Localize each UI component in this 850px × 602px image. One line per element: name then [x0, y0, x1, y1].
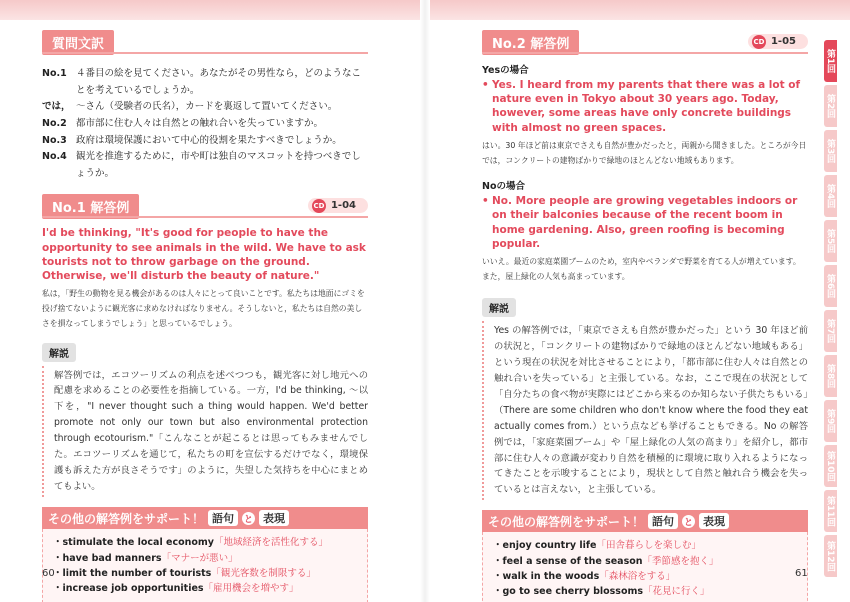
- support-item-en: ・enjoy country life: [493, 540, 597, 552]
- kaisetsu-label: 解説: [42, 343, 76, 362]
- support-item-en: ・have bad manners: [53, 552, 162, 564]
- kaisetsu-text: Yes の解答例では，「東京でさえも自然が豊かだった」という 30 年ほど前の状況と，「コンクリートの建物ばかりで緑地のほとんどない地域もある」という現在の状況を対比させることにより，「都市部に住む人々は自然との触れ合いを失っている」と主張している。なお，ここで現在の状況として「自分たちの食べ物が実際にはどこから来るのか知らない子供たちもいる」（There are some children who don't know where the food they eat actually comes from.）という点なども挙げることもできる。No の解答例では，「家庭菜園ブーム」や「屋上緑化の人気の高まり」を紹介し，都市部に住む人々の意識が変わり自然を積極的に環境に取り入れるようになってきたことを示唆することにより，現状として自然と触れ合う機会を失っているとは言えない，と主張している。: [482, 321, 808, 501]
- book-gutter: [420, 0, 430, 602]
- support-item: [493, 538, 797, 553]
- cd-track-label: 1-05: [770, 36, 796, 47]
- kaisetsu-section: [482, 297, 808, 501]
- bullet-icon: •: [482, 195, 489, 208]
- questions-heading: 質問文訳: [42, 30, 114, 55]
- question-item: [42, 149, 368, 182]
- support-item-ja: 「地域経済を活性化する」: [214, 537, 329, 549]
- right-page: [482, 30, 808, 602]
- no-answer-japanese: いいえ。最近の家庭菜園ブームのため，室内やベランダで野菜を育てる人が増えています。また，屋上緑化の人気も高まっています。: [482, 257, 801, 281]
- yes-answer: [482, 78, 808, 135]
- expression-chip: 表現: [259, 510, 289, 526]
- tab-round-5[interactable]: 第5回: [824, 220, 837, 262]
- tab-round-9[interactable]: 第9回: [824, 400, 837, 442]
- no1-answer-english: I'd be thinking, "It's good for people to have the opportunity to see animals in the wild. We have to ask tourists not to throw garbage on the ground. Otherwise, we'll disturb the beauty of nature.": [42, 227, 366, 282]
- tab-round-11[interactable]: 第11回: [824, 490, 837, 532]
- question-text: ～さん（受験者の氏名），カードを裏返して置いてください。: [76, 101, 338, 113]
- support-section: [42, 507, 368, 602]
- support-item: [53, 566, 357, 581]
- cd-track-tag: [748, 34, 808, 49]
- support-item: [493, 554, 797, 569]
- question-item: [42, 66, 368, 99]
- support-list: [42, 529, 368, 602]
- yes-answer-japanese: はい。30 年ほど前は東京でさえも自然が豊かだったと，両親から聞きました。ところが今日では，コンクリートの建物ばかりで緑地のほとんどない地域もあります。: [482, 140, 807, 165]
- tab-round-6[interactable]: 第6回: [824, 265, 837, 307]
- no1-heading: No.1 解答例: [42, 194, 139, 219]
- tab-round-7[interactable]: 第7回: [824, 310, 837, 352]
- support-item-en: ・stimulate the local economy: [53, 537, 214, 549]
- questions-section-header: [42, 30, 368, 54]
- no1-answer-japanese: 私は，「野生の動物を見る機会があるのは人々にとって良いことです。私たちは地面にゴミを投げ捨てないように観光客に求めなければなりません。そうしないと，私たちは自然の美しさを損なってしまうでしょう」と思っているでしょう。: [42, 289, 365, 328]
- question-text: ４番目の絵を見てください。あなたがその男性なら，どのようなことを考えているでしょうか。: [76, 68, 362, 96]
- support-item-ja: 「田舎暮らしを楽しむ」: [596, 540, 702, 552]
- support-item-en: ・feel a sense of the season: [493, 555, 643, 567]
- left-page: [42, 30, 368, 602]
- support-item: [53, 535, 357, 550]
- support-section: [482, 510, 808, 602]
- no1-section-header: [42, 194, 368, 218]
- support-item-ja: 「観光客数を制限する」: [211, 567, 316, 579]
- question-number: No.3: [42, 134, 67, 146]
- yes-answer-english: Yes. I heard from my parents that there was a lot of nature even in Tokyo about 30 years ago. Today, however, some areas have only concrete buildings with almost no green spaces.: [492, 79, 801, 134]
- bullet-icon: •: [482, 79, 489, 91]
- phrase-chip: 語句: [208, 510, 238, 526]
- support-item-ja: 「森林浴をする」: [599, 570, 676, 582]
- and-chip: と: [242, 512, 255, 525]
- kaisetsu-label: 解説: [482, 298, 516, 317]
- tab-round-12[interactable]: 第12回: [824, 535, 837, 577]
- support-list: [482, 532, 808, 602]
- cd-icon: CD: [312, 199, 326, 213]
- question-text: 観光を推進するために，市や町は独自のマスコットを持つべきでしょうか。: [76, 151, 361, 179]
- no-answer-english: No. More people are growing vegetables indoors or on their balconies because of the recent boom in home gardening. Also, green roofing is becoming popular.: [492, 195, 798, 250]
- tab-round-2[interactable]: 第2回: [824, 85, 837, 127]
- support-item: [53, 551, 357, 566]
- support-item: [493, 569, 797, 584]
- support-item-ja: 「雇用機会を増やす」: [203, 582, 299, 594]
- section-rule: [42, 52, 368, 54]
- question-number: No.1: [42, 68, 67, 79]
- question-text: 政府は環境保護において中心的役割を果たすべきでしょうか。: [76, 134, 342, 146]
- chapter-tabs: [824, 40, 846, 580]
- cd-track-tag: [308, 198, 368, 213]
- tab-round-3[interactable]: 第3回: [824, 130, 837, 172]
- cd-track-label: 1-04: [330, 200, 356, 212]
- support-header: [482, 510, 808, 532]
- section-rule: [42, 216, 368, 218]
- no-answer: [482, 194, 808, 251]
- kaisetsu-text: 解答例では，エコツーリズムの利点を述べつつも，観光客に対し地元への配慮を求めることの必要性を指摘している。一方，I'd be thinking, ～以下を，"I never thought such a thing would happen. We'd better promote not only our town but also environmental protection through ecotourism."「こんなことが起こるとは思ってもみませんでした。エコツーリズムを通じて，私たちの町を宣伝するだけでなく，環境保護も訴えた方が良さそうです」のように，失望した気持ちを中心にまとめてもよい。: [42, 366, 368, 498]
- support-item-en: ・increase job opportunities: [53, 582, 204, 594]
- yes-case-heading: Yesの場合: [482, 65, 529, 76]
- section-rule: [482, 52, 808, 54]
- question-list: [42, 66, 368, 182]
- support-item-en: ・walk in the woods: [493, 570, 600, 582]
- support-item-ja: 「マナーが悪い」: [161, 552, 238, 564]
- question-number: No.2: [42, 117, 67, 129]
- tab-round-10[interactable]: 第10回: [824, 445, 837, 487]
- support-item-ja: 「花見に行く」: [643, 586, 710, 598]
- question-text: 都市部に住む人々は自然との触れ合いを失っていますか。: [76, 117, 324, 129]
- support-item-ja: 「季節感を抱く」: [642, 555, 719, 567]
- question-number: では，: [42, 101, 71, 113]
- support-item-en: ・limit the number of tourists: [53, 567, 212, 579]
- cd-icon: CD: [752, 35, 766, 49]
- question-item: [42, 116, 368, 133]
- phrase-chip: 語句: [648, 513, 678, 529]
- support-title: その他の解答例をサポート！: [488, 514, 645, 529]
- no-case-heading: Noの場合: [482, 181, 525, 193]
- kaisetsu-section: [42, 342, 368, 498]
- support-item: [53, 581, 357, 596]
- support-item-en: ・go to see cherry blossoms: [493, 586, 644, 598]
- and-chip: と: [682, 515, 695, 528]
- no2-heading: No.2 解答例: [482, 30, 579, 55]
- tab-round-4[interactable]: 第4回: [824, 175, 837, 217]
- question-item: [42, 99, 368, 116]
- no2-section-header: [482, 30, 808, 54]
- support-item: [493, 584, 797, 599]
- question-item: [42, 133, 368, 150]
- page-number-right: 61: [795, 568, 808, 579]
- page-number-left: 60: [42, 568, 55, 579]
- support-header: [42, 507, 368, 529]
- expression-chip: 表現: [699, 513, 729, 529]
- tab-round-8[interactable]: 第8回: [824, 355, 837, 397]
- support-title: その他の解答例をサポート！: [48, 511, 205, 526]
- tab-round-1[interactable]: 第1回: [824, 40, 837, 82]
- question-number: No.4: [42, 151, 67, 163]
